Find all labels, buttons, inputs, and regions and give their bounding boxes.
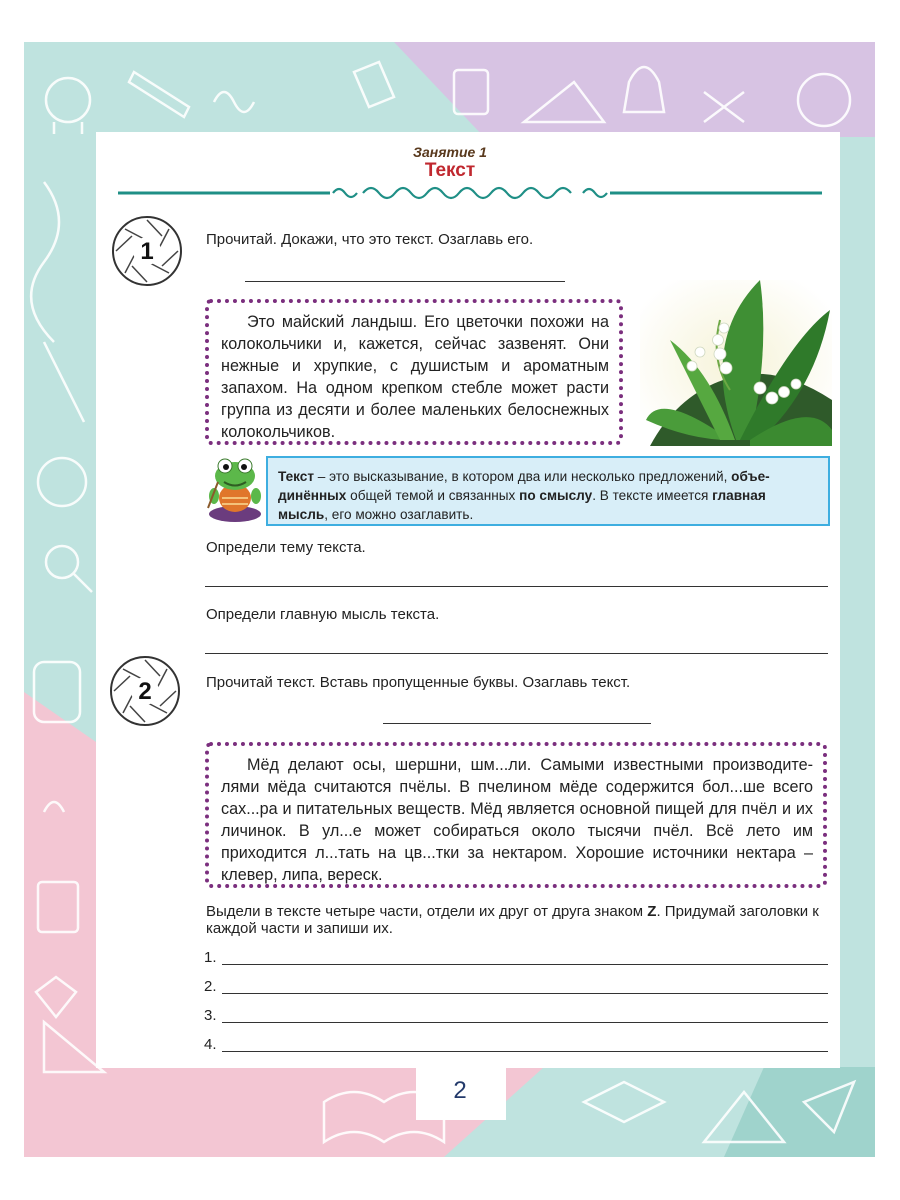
answer-label-1: 1. <box>204 949 217 966</box>
definition-part-4: , его можно озаглавить. <box>324 507 474 522</box>
definition-term: Текст <box>278 469 315 484</box>
topic-answer-line[interactable] <box>205 586 828 587</box>
exercise-1-text: Это майский ландыш. Его цветочки похожи на колокольчики и, кажется, сейчас зазвенят. Они нежные и хрупкие, с душистым и ароматным запахом. На одном крепком стебле может расти группа из десяти и более маленьких белоснежных колокольчиков. <box>221 313 609 441</box>
exercise-2-number: 2 <box>138 678 152 705</box>
exercise-2-instruction <box>206 903 832 937</box>
answer-line-4[interactable] <box>222 1051 828 1052</box>
answer-label-4: 4. <box>204 1036 217 1053</box>
question-main-idea: Определи главную мысль текста. <box>206 606 440 623</box>
instruction-part-a: Выдели в тексте четыре части, отдели их друг от друга знаком <box>206 903 648 920</box>
exercise-1-text-box <box>205 299 623 445</box>
page-frame <box>24 42 875 1157</box>
exercise-2-text-box <box>205 742 827 888</box>
exercise-1-task: Прочитай. Докажи, что это текст. Озаглавь его. <box>206 231 534 248</box>
definition-bold-1: объединённых <box>278 469 770 503</box>
instruction-part-b: . Придумай заголовки к каждой части и запиши их. <box>206 903 819 937</box>
definition-part-1: – это высказывание, в котором два или несколько предложений, <box>314 469 732 484</box>
definition-bold-3: главная мысль <box>278 488 766 522</box>
definition-box <box>266 456 830 526</box>
exercise-2-task: Прочитай текст. Вставь пропущенные буквы. Озаглавь текст. <box>206 674 631 691</box>
answer-line-1[interactable] <box>222 964 828 965</box>
answer-line-2[interactable] <box>222 993 828 994</box>
answer-label-3: 3. <box>204 1007 217 1024</box>
title-ornament <box>118 182 822 208</box>
answer-label-2: 2. <box>204 978 217 995</box>
lesson-label: Занятие 1 <box>413 144 487 160</box>
page-number: 2 <box>453 1077 467 1104</box>
instruction-sign: Z <box>647 903 657 920</box>
question-topic: Определи тему текста. <box>206 539 366 556</box>
exercise-1-number: 1 <box>140 238 154 265</box>
exercise-2-text: Мёд делают осы, шершни, шм...ли. Самыми известными производителями мёда считаются пчёлы. В пчелином мёде содержится бол...ше всего сах...ра и питательных веществ. Мёд является основной пищей для пчёл и их личинок. В ул...е может собираться около тысячи пчёл. Всё лето им приходится л...тать на цв...тки за нектаром. Хорошие источники нектара – клевер, липа, вереск. <box>221 756 813 884</box>
frog-mascot-image <box>202 452 268 524</box>
main-idea-answer-line[interactable] <box>205 653 828 654</box>
definition-part-3: . В тексте имеется <box>592 488 713 503</box>
exercise-2-badge <box>108 654 182 728</box>
definition-part-2: общей темой и связанных <box>346 488 520 503</box>
lesson-title: Текст <box>424 160 476 181</box>
title-answer-line-2[interactable] <box>383 723 651 724</box>
exercise-1-badge <box>110 214 184 288</box>
definition-bold-2: по смыслу <box>519 488 593 503</box>
answer-line-3[interactable] <box>222 1022 828 1023</box>
title-answer-line-1[interactable] <box>245 281 565 282</box>
lily-of-the-valley-image <box>640 280 832 446</box>
